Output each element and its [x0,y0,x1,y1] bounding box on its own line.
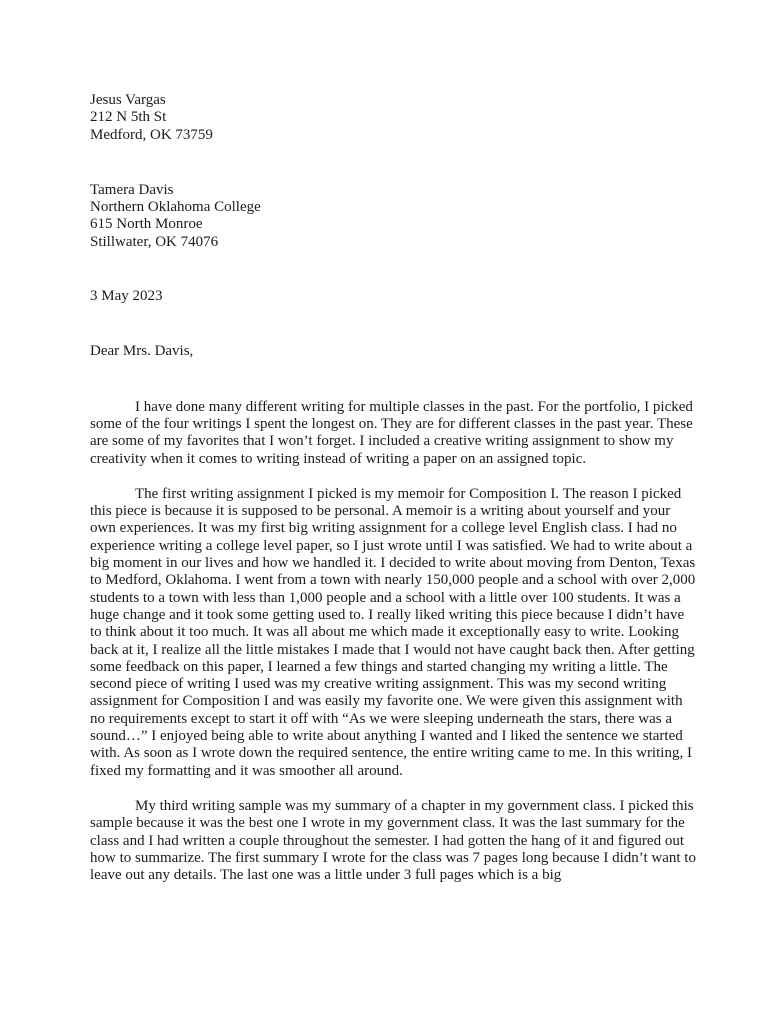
recipient-city-state-zip: Stillwater, OK 74076 [90,233,219,250]
salutation: Dear Mrs. Davis, [90,343,194,360]
body-paragraph-2: The first writing assignment I picked is my memoir for Composition I. The reason I picked this piece is because it is supposed to be personal. A memoir is a writing about yourself and your own experiences. It was my first big writing assignment for a college level English class. I had no experience writing a college level paper, so I just wrote until I was satisfied. We had to write about a big moment in our lives and how we handled it. I decided to write about moving from Denton, Texas to Medford, Oklahoma. I went from a town with nearly 150,000 people and a school with over 2,000 students to a town with less than 1,000 people and a school with a little over 100 students. It was a huge change and it took some getting used to. I really liked writing this piece because I didn’t have to think about it too much. It was all about me which made it exceptionally easy to write. Looking back at it, I realize all the little mistakes I made that I would not have caught back then. After getting some feedback on this paper, I learned a few things and started changing my writing a little. The second piece of writing I used was my creative writing assignment. This was my second writing assignment for Composition I and was easily my favorite one. We were given this assignment with no requirements except to start it off with “As we were sleeping underneath the stars, there was a sound…” I enjoyed being able to write about anything I wanted and I liked the sentence we started with. As soon as I wrote down the required sentence, the entire writing came to me. In this writing, I fixed my formatting and it was smoother all around. [90,485,696,779]
sender-name: Jesus Vargas [90,92,166,108]
letter-date: 3 May 2023 [90,288,163,305]
recipient-address-block [90,182,698,251]
recipient-organization: Northern Oklahoma College [90,199,261,216]
body-paragraph-3: My third writing sample was my summary of a chapter in my government class. I picked this sample because it was the best one I wrote in my government class. It was the last summary for the class and I had written a couple throughout the semester. I had gotten the hang of it and figured out how to summarize. The first summary I wrote for the class was 7 pages long because I didn’t want to leave out any details. The last one was a little under 3 full pages which is a big [90,797,696,884]
recipient-street: 615 North Monroe [90,216,203,233]
sender-street: 212 N 5th St [90,109,167,126]
body-paragraph-1: I have done many different writing for multiple classes in the past. For the portfolio, I picked some of the four writings I spent the longest on. They are for different classes in the past year. These are some of my favorites that I won’t forget. I included a creative writing assignment to show my creativity when it comes to writing instead of writing a paper on an assigned topic. [90,398,693,467]
recipient-name: Tamera Davis [90,181,174,198]
sender-city-state-zip: Medford, OK 73759 [90,126,213,143]
letter-body [90,399,698,885]
sender-address-block [90,92,698,144]
